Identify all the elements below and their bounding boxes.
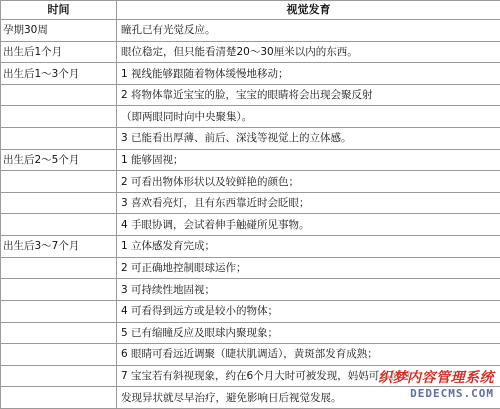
table-row — [1, 387, 500, 409]
development-cell: 6 眼睛可看远近调聚（睫状肌调适），黄斑部发育成熟； — [117, 344, 500, 366]
age-cell — [1, 365, 117, 387]
development-cell: 7 宝宝若有斜视现象，约在6个月大时可被发现，妈妈可多留意， — [117, 365, 500, 387]
table-row — [1, 171, 500, 193]
table-row — [1, 365, 500, 387]
age-cell: 出生后2～5个月 — [1, 149, 117, 171]
table-row — [1, 149, 500, 171]
age-cell — [1, 192, 117, 214]
development-cell: 5 已有缩瞳反应及眼球内聚现象； — [117, 322, 500, 344]
development-cell: 3 喜欢看亮灯，且有东西靠近时会眨眼； — [117, 192, 500, 214]
development-cell: 2 可正确地控制眼球运作； — [117, 257, 500, 279]
development-cell: 3 已能看出厚薄、前后、深浅等视觉上的立体感。 — [117, 128, 500, 150]
header-development: 视觉发育 — [117, 1, 500, 20]
age-cell — [1, 322, 117, 344]
age-cell: 出生后1个月 — [1, 41, 117, 63]
table-row — [1, 279, 500, 301]
table-row — [1, 84, 500, 106]
age-cell — [1, 128, 117, 150]
table-header-row — [1, 1, 500, 20]
development-cell: 4 手眼协调，会试着伸手触碰所见事物。 — [117, 214, 500, 236]
age-cell — [1, 387, 117, 409]
table-row — [1, 257, 500, 279]
age-cell — [1, 300, 117, 322]
header-age: 时间 — [1, 1, 117, 20]
age-cell: 出生后3～7个月 — [1, 236, 117, 258]
development-cell: 瞳孔已有光觉反应。 — [117, 20, 500, 42]
table-row — [1, 322, 500, 344]
age-cell — [1, 106, 117, 128]
development-cell: 1 立体感发育完成； — [117, 236, 500, 258]
development-cell: 1 视线能够跟随着物体缓慢地移动； — [117, 63, 500, 85]
table-row — [1, 106, 500, 128]
watermark-title: 织梦内容管理系统 — [378, 370, 494, 386]
table-row — [1, 63, 500, 85]
age-cell — [1, 257, 117, 279]
age-cell — [1, 84, 117, 106]
table-row — [1, 192, 500, 214]
table-row — [1, 344, 500, 366]
table-row — [1, 236, 500, 258]
development-cell: （即两眼同时向中央聚集）。 — [117, 106, 500, 128]
age-cell — [1, 214, 117, 236]
age-cell — [1, 279, 117, 301]
age-cell: 出生后1～3个月 — [1, 63, 117, 85]
development-cell: 2 可看出物体形状以及较鲜艳的颜色； — [117, 171, 500, 193]
development-cell: 4 可看得到远方或是较小的物体； — [117, 300, 500, 322]
development-cell: 3 可持续性地固视； — [117, 279, 500, 301]
table-row — [1, 300, 500, 322]
table-row — [1, 20, 500, 42]
watermark-url: DEDECMS.COM — [410, 387, 494, 400]
development-cell: 眼位稳定，但只能看清楚20～30厘米以内的东西。 — [117, 41, 500, 63]
development-cell: 发现异状就尽早治疗，避免影响日后视觉发展。 — [117, 387, 500, 409]
development-cell: 1 能够固视； — [117, 149, 500, 171]
age-cell — [1, 171, 117, 193]
table-row — [1, 41, 500, 63]
table-row — [1, 128, 500, 150]
development-cell: 2 将物体靠近宝宝的脸，宝宝的眼睛将会出现会聚反射 — [117, 84, 500, 106]
age-cell: 孕期30周 — [1, 20, 117, 42]
table-row — [1, 214, 500, 236]
age-cell — [1, 344, 117, 366]
